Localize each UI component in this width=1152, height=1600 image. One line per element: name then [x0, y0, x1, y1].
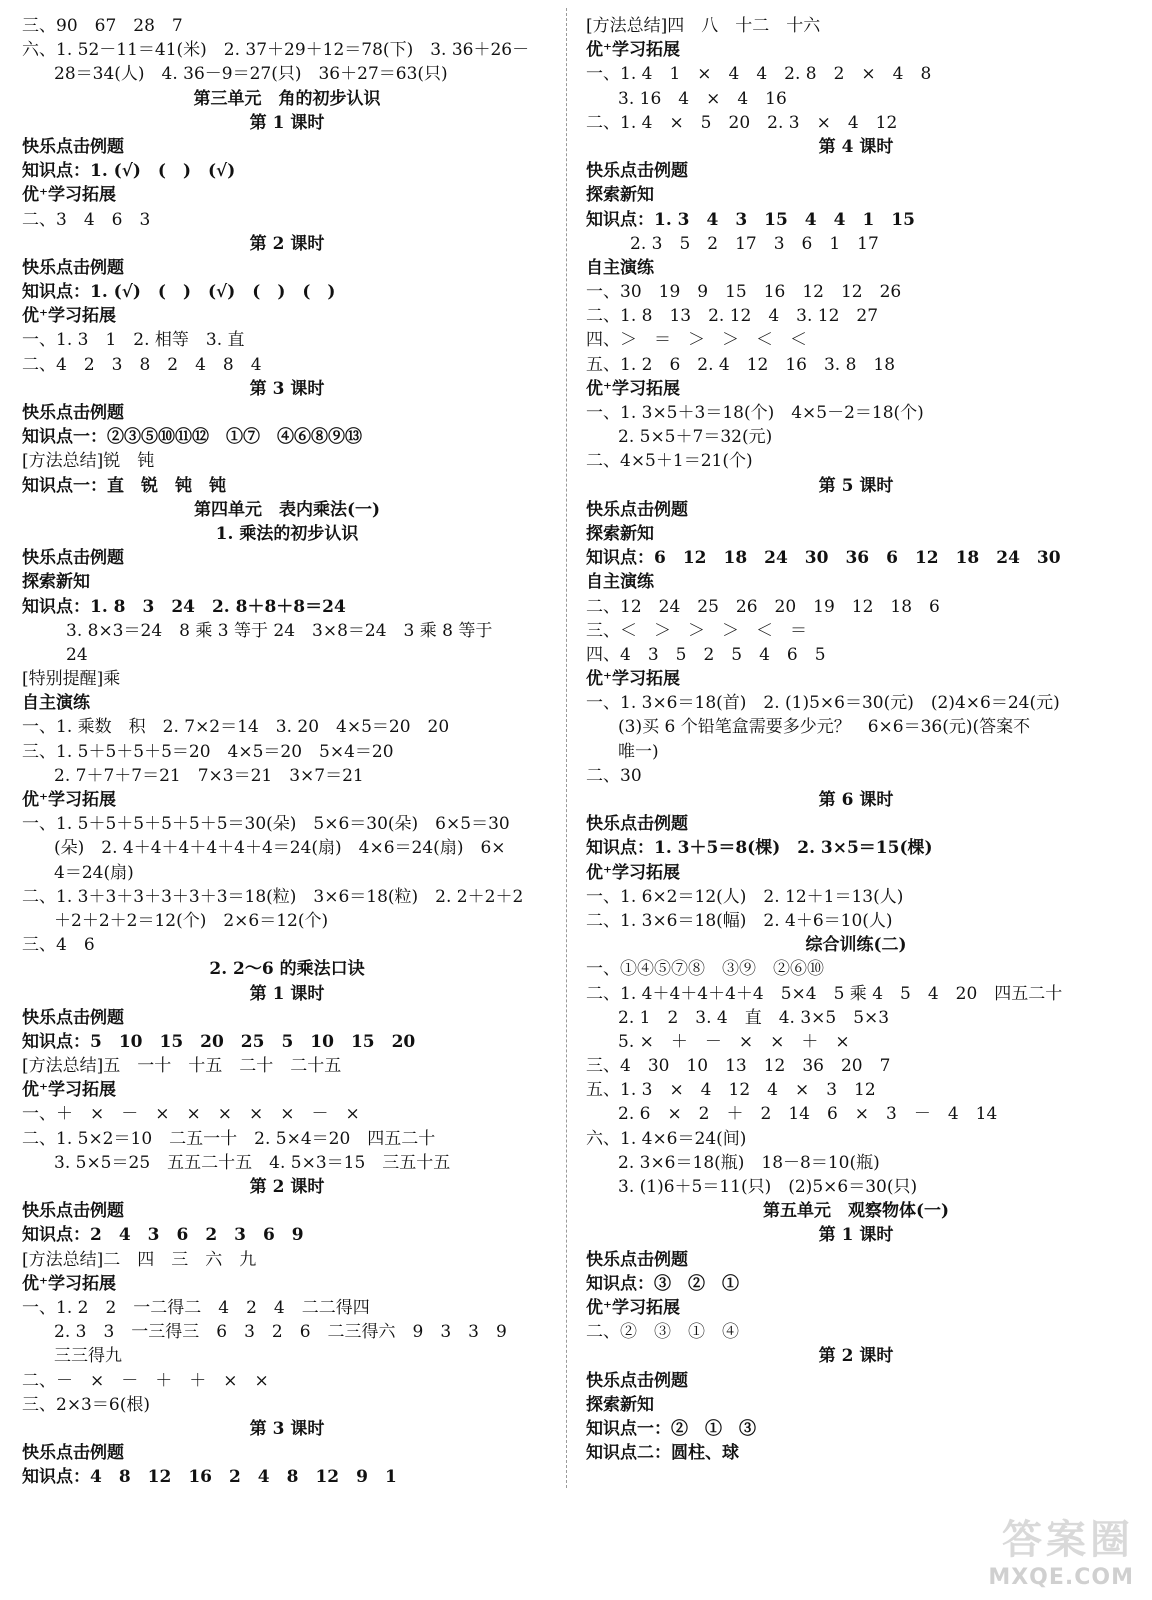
right-line: 探索新知: [586, 185, 654, 206]
right-line: 优⁺学习拓展: [586, 1297, 680, 1318]
right-line: 快乐点击例题: [586, 1370, 688, 1391]
right-line: 二、12 24 25 26 20 19 12 18 6: [586, 596, 940, 617]
left-line: 一、1. 5＋5＋5＋5＋5＋5＝30(朵) 5×6＝30(朵) 6×5＝30: [22, 814, 510, 835]
right-column: [586, 14, 1126, 1465]
right-line: 知识点：1. 3＋5＝8(棵) 2. 3×5＝15(棵): [586, 838, 933, 859]
right-line: 第五单元 观察物体(一): [762, 1201, 950, 1222]
right-line: 探索新知: [586, 523, 654, 544]
left-line: 优⁺学习拓展: [22, 1080, 116, 1101]
right-line: 六、1. 4×6＝24(间): [586, 1128, 747, 1149]
left-line: 知识点：1. (√) ( ) (√): [22, 161, 236, 182]
left-line: 六、1. 52－11＝41(米) 2. 37＋29＋12＝78(下) 3. 36＋26－: [22, 40, 530, 61]
right-line: 一、①④⑤⑦⑧ ③⑨ ②⑥⑩: [586, 959, 824, 980]
left-line: 3. 5×5＝25 五五二十五 4. 5×3＝15 三五十五: [54, 1152, 451, 1173]
left-line: 快乐点击例题: [22, 136, 124, 157]
left-line: 2. 3 3 一三得三 6 3 2 6 二三得六 9 3 3 9: [54, 1322, 507, 1343]
right-line: 四、4 3 5 2 5 4 6 5: [586, 644, 826, 665]
right-line: 三、＜ ＞ ＞ ＞ ＜ ＝: [586, 620, 807, 641]
left-line: 第三单元 角的初步认识: [193, 88, 381, 109]
right-line: 知识点：6 12 18 24 30 36 6 12 18 24 30: [586, 548, 1061, 569]
right-line: 知识点：1. 3 4 3 15 4 4 1 15: [586, 209, 915, 230]
left-line: 三、90 67 28 7: [22, 16, 183, 36]
right-line: 二、1. 8 13 2. 12 4 3. 12 27: [586, 306, 879, 327]
right-line: 二、4×5＋1＝21(个): [586, 451, 753, 472]
column-divider: [566, 8, 567, 1488]
left-line: 第 1 课时: [249, 983, 325, 1004]
right-line: 知识点一：② ① ③: [586, 1418, 756, 1439]
right-line: 一、1. 4 1 × 4 4 2. 8 2 × 4 8: [586, 64, 932, 85]
left-line: 优⁺学习拓展: [22, 185, 116, 206]
right-line: 三、4 30 10 13 12 36 20 7: [586, 1056, 891, 1077]
left-line: 探索新知: [22, 572, 90, 593]
right-line: 知识点：③ ② ①: [586, 1273, 739, 1294]
left-line: 优⁺学习拓展: [22, 1273, 116, 1294]
left-line: 3. 8×3＝24 8 乘 3 等于 24 3×8＝24 3 乘 8 等于: [66, 620, 493, 641]
right-line: 五、1. 3 × 4 12 4 × 3 12: [586, 1080, 876, 1101]
right-line: 二、1. 4 × 5 20 2. 3 × 4 12: [586, 112, 898, 133]
right-line: 快乐点击例题: [586, 161, 688, 182]
left-line: 二、1. 5×2＝10 二五一十 2. 5×4＝20 四五二十: [22, 1128, 436, 1149]
left-line: 三、1. 5＋5＋5＋5＝20 4×5＝20 5×4＝20: [22, 741, 394, 762]
watermark-logo: 答案圈: [1002, 1517, 1134, 1563]
right-line: 第 1 课时: [818, 1225, 894, 1246]
right-line: 优⁺学习拓展: [586, 862, 680, 883]
right-line: 一、1. 3×6＝18(首) 2. (1)5×6＝30(元) (2)4×6＝24(元): [586, 693, 1060, 714]
left-line: [特别提醒]乘: [22, 669, 121, 690]
left-line: 快乐点击例题: [22, 1443, 124, 1464]
left-line: 二、3 4 6 3: [22, 209, 151, 230]
right-line: 二、30: [586, 765, 642, 786]
right-line: 2. 3×6＝18(瓶) 18－8＝10(瓶): [618, 1152, 880, 1173]
left-line: 快乐点击例题: [22, 403, 124, 423]
right-line: 优⁺学习拓展: [586, 378, 680, 399]
right-line: 快乐点击例题: [586, 499, 688, 520]
left-line: [方法总结]锐 钝: [22, 451, 155, 472]
left-line: [方法总结]二 四 三 六 九: [22, 1249, 257, 1270]
left-line: 三三得九: [54, 1346, 122, 1367]
right-line: 2. 1 2 3. 4 直 4. 3×5 5×3: [618, 1007, 890, 1028]
left-line: 三、2×3＝6(根): [22, 1394, 150, 1415]
left-line: 优⁺学习拓展: [22, 306, 116, 327]
right-line: 3. (1)6＋5＝11(只) (2)5×6＝30(只): [618, 1177, 918, 1197]
right-line: 优⁺学习拓展: [586, 669, 680, 690]
right-line: 唯一): [618, 741, 659, 762]
left-line: 快乐点击例题: [22, 257, 124, 278]
right-line: 二、1. 4＋4＋4＋4＋4 5×4 5 乘 4 5 4 20 四五二十: [586, 983, 1063, 1004]
right-line: 五、1. 2 6 2. 4 12 16 3. 8 18: [586, 354, 896, 375]
right-line: 自主演练: [586, 257, 654, 278]
right-line: 第 2 课时: [818, 1346, 894, 1367]
left-line: 1. 乘法的初步认识: [215, 523, 359, 544]
left-line: 第 3 课时: [249, 1418, 325, 1439]
right-line: 二、1. 3×6＝18(幅) 2. 4＋6＝10(人): [586, 910, 893, 931]
right-line: 3. 16 4 × 4 16: [618, 88, 787, 109]
right-line: (3)买 6 个铅笔盒需要多少元？ 6×6＝36(元)(答案不: [618, 717, 1031, 738]
left-line: 知识点一：直 锐 钝 钝: [22, 475, 226, 496]
left-line: 一、1. 3 1 2. 相等 3. 直: [22, 330, 245, 351]
right-line: 第 6 课时: [818, 790, 894, 810]
left-line: 自主演练: [22, 693, 90, 714]
right-line: 一、1. 6×2＝12(人) 2. 12＋1＝13(人): [586, 886, 904, 907]
left-line: 快乐点击例题: [22, 548, 124, 569]
right-line: 第 5 课时: [818, 475, 894, 496]
left-line: 二、－ × － ＋ ＋ × ×: [22, 1370, 269, 1391]
right-line: 自主演练: [586, 572, 654, 593]
left-column: [22, 14, 552, 1489]
left-line: 第 1 课时: [249, 112, 325, 133]
right-line: 2. 6 × 2 ＋ 2 14 6 × 3 － 4 14: [618, 1104, 998, 1125]
right-line: 探索新知: [586, 1394, 654, 1415]
watermark: [964, 1508, 1134, 1590]
left-line: 快乐点击例题: [22, 1201, 124, 1222]
left-line: 知识点：2 4 3 6 2 3 6 9: [22, 1225, 304, 1246]
right-line: 快乐点击例题: [586, 1249, 688, 1270]
right-line: 四、＞ ＝ ＞ ＞ ＜ ＜: [586, 330, 807, 351]
right-line: 一、30 19 9 15 16 12 12 26: [586, 282, 902, 303]
left-line: 2. 2～6 的乘法口诀: [209, 959, 365, 980]
right-line: 5. × ＋ － × × ＋ ×: [618, 1031, 850, 1052]
left-line: (朵) 2. 4＋4＋4＋4＋4＋4＝24(扇) 4×6＝24(扇) 6×: [54, 838, 506, 859]
right-line: 2. 5×5＋7＝32(元): [618, 427, 773, 448]
left-line: 知识点：5 10 15 20 25 5 10 15 20: [22, 1031, 416, 1052]
left-line: 第 2 课时: [249, 1177, 325, 1197]
right-line: 知识点二：圆柱、球: [586, 1443, 739, 1464]
watermark-url: MXQE.COM: [988, 1565, 1134, 1590]
right-line: 第 4 课时: [818, 136, 894, 157]
left-line: 优⁺学习拓展: [22, 790, 116, 810]
left-line: 第 3 课时: [249, 378, 325, 399]
left-line: 二、1. 3＋3＋3＋3＋3＋3＝18(粒) 3×6＝18(粒) 2. 2＋2＋2: [22, 886, 524, 907]
left-line: 知识点一：②③⑤⑩⑪⑫ ①⑦ ④⑥⑧⑨⑬: [22, 427, 362, 448]
right-line: 二、② ③ ① ④: [586, 1322, 739, 1343]
left-line: 一、1. 2 2 一二得二 4 2 4 二二得四: [22, 1297, 370, 1318]
left-line: 二、4 2 3 8 2 4 8 4: [22, 354, 262, 375]
right-line: 2. 3 5 2 17 3 6 1 17: [630, 233, 879, 254]
left-line: 28＝34(人) 4. 36－9＝27(只) 36＋27＝63(只): [54, 64, 448, 85]
right-line: 综合训练(二): [805, 935, 907, 956]
right-line: 一、1. 3×5＋3＝18(个) 4×5－2＝18(个): [586, 403, 924, 423]
right-line: [方法总结]四 八 十二 十六: [586, 16, 821, 36]
left-line: 4＝24(扇): [54, 862, 134, 883]
left-line: 一、＋ × － × × × × × － ×: [22, 1104, 360, 1125]
left-line: 第四单元 表内乘法(一): [193, 499, 381, 520]
left-line: 知识点：1. 8 3 24 2. 8＋8＋8＝24: [22, 596, 346, 617]
left-line: 知识点：4 8 12 16 2 4 8 12 9 1: [22, 1467, 397, 1488]
left-line: 24: [66, 644, 88, 665]
left-line: 快乐点击例题: [22, 1007, 124, 1028]
left-line: 2. 7＋7＋7＝21 7×3＝21 3×7＝21: [54, 765, 364, 786]
right-line: 优⁺学习拓展: [586, 40, 680, 61]
left-line: [方法总结]五 一十 十五 二十 二十五: [22, 1056, 342, 1077]
left-line: 三、4 6: [22, 935, 95, 956]
left-line: 知识点：1. (√) ( ) (√) ( ) ( ): [22, 282, 336, 303]
left-line: 第 2 课时: [249, 233, 325, 254]
left-line: 一、1. 乘数 积 2. 7×2＝14 3. 20 4×5＝20 20: [22, 717, 450, 738]
right-line: 快乐点击例题: [586, 814, 688, 835]
left-line: ＋2＋2＋2＝12(个) 2×6＝12(个): [54, 910, 329, 931]
